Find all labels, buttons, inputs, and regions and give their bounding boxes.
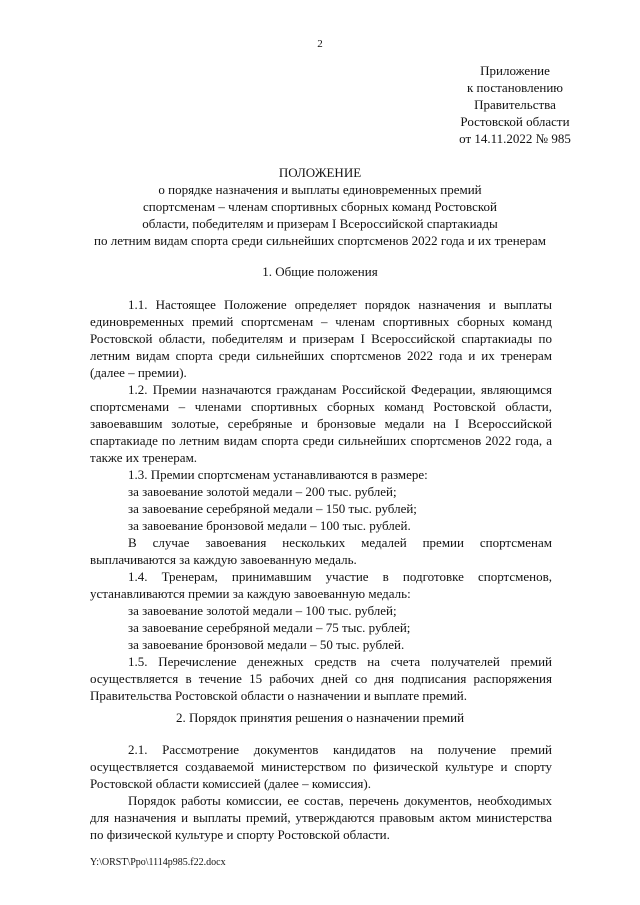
title-heading: ПОЛОЖЕНИЕ xyxy=(278,165,362,180)
list-item: за завоевание серебряной медали – 150 тыс. рублей; xyxy=(128,501,417,516)
title-line: по летним видам спорта среди сильнейших спортсменов 2022 года и их тренерам xyxy=(94,233,546,248)
file-path-footer: Y:\ORST\Ppo\1114p985.f22.docx xyxy=(90,857,226,868)
title-line: о порядке назначения и выплаты единовременных премий xyxy=(158,182,482,197)
paragraph-1-2: 1.2. Премии назначаются гражданам Российской Федерации, являющимся спортсменами – членами спортивных сборных команд Ростовской области, завоевавшим золотые, серебряные и бронзовые медали на I Всероссийской спартакиаде по летним видам спорта среди сильнейших спортсменов 2022 года, а также их тренерам. xyxy=(90,382,552,465)
paragraph-1-5: 1.5. Перечисление денежных средств на счета получателей премий осуществляется в течение 15 рабочих дней со дня подписания распоряжения Правительства Ростовской области о назначении и выплате премий. xyxy=(90,654,552,703)
section-1-heading: 1. Общие положения xyxy=(262,264,378,279)
section-1-body xyxy=(90,296,552,704)
appendix-date-number: от 14.11.2022 № 985 xyxy=(459,131,571,146)
page-number: 2 xyxy=(317,38,323,50)
appendix-line: к постановлению xyxy=(466,80,564,95)
paragraph-1-1: 1.1. Настоящее Положение определяет порядок назначения и выплаты единовременных премий спортсменам – членам спортивных сборных команд Ростовской области, победителям и призерам I Всероссийской спартакиады по летним видам спорта среди сильнейших спортсменов 2022 года и их тренерам (далее – премии). xyxy=(90,297,552,380)
appendix-line: Приложение xyxy=(480,63,550,78)
list-item: за завоевание золотой медали – 200 тыс. рублей; xyxy=(128,484,397,499)
paragraph-1-3-note: В случае завоевания нескольких медалей премии спортсменам выплачиваются за каждую завоеванную медаль. xyxy=(90,535,552,567)
paragraph-1-4: 1.4. Тренерам, принимавшим участие в подготовке спортсменов, устанавливаются премии за каждую завоеванную медаль: xyxy=(90,569,552,601)
title-line: спортсменам – членам спортивных сборных команд Ростовской xyxy=(143,199,497,214)
paragraph-1-3: 1.3. Премии спортсменам устанавливаются в размере: xyxy=(128,467,428,482)
appendix-line: Правительства xyxy=(474,97,556,112)
appendix-block xyxy=(430,62,600,147)
paragraph-2-1-b: Порядок работы комиссии, ее состав, перечень документов, необходимых для назначения и выплаты премий, утверждаются правовым актом министерства по физической культуре и спорту Ростовской области. xyxy=(90,793,552,842)
section-2-heading: 2. Порядок принятия решения о назначении премий xyxy=(175,710,465,725)
list-item: за завоевание бронзовой медали – 100 тыс. рублей. xyxy=(128,518,411,533)
list-item: за завоевание бронзовой медали – 50 тыс. рублей. xyxy=(128,637,405,652)
paragraph-2-1: 2.1. Рассмотрение документов кандидатов на получение премий осуществляется создаваемой министерством по физической культуре и спорту Ростовской области комиссией (далее – комиссия). xyxy=(90,742,552,791)
section-2-body xyxy=(90,741,552,843)
appendix-line: Ростовской области xyxy=(460,114,570,129)
list-item: за завоевание серебряной медали – 75 тыс. рублей; xyxy=(128,620,411,635)
title-line: области, победителям и призерам I Всероссийской спартакиады xyxy=(142,216,498,231)
list-item: за завоевание золотой медали – 100 тыс. рублей; xyxy=(128,603,397,618)
document-title xyxy=(80,164,560,249)
